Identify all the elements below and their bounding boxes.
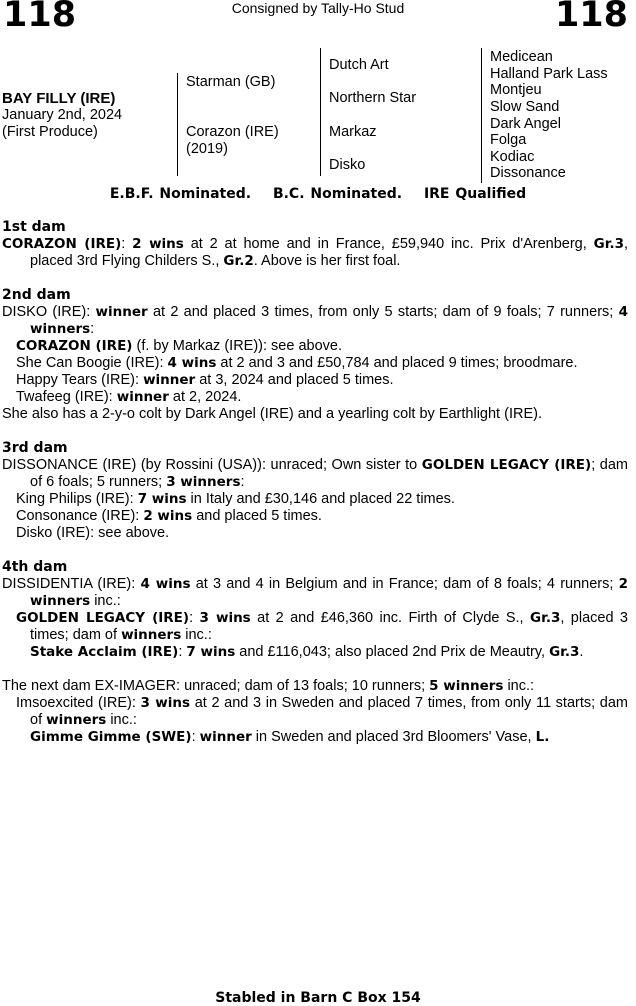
bold-text: 7 wins <box>137 491 187 507</box>
pedigree-bracket-2 <box>320 48 321 176</box>
pedigree-ggp-5: Dark Angel <box>490 116 561 132</box>
bold-text: winners <box>121 627 182 643</box>
dam-section <box>2 678 628 746</box>
text-run: in Italy and £30,146 and placed 22 times. <box>186 491 455 507</box>
text-run: Twafeeg (IRE): <box>16 389 117 405</box>
text-run: inc.: <box>503 678 535 694</box>
text-run: King Philips (IRE): <box>16 491 138 507</box>
pedigree-paragraph <box>2 576 628 610</box>
bold-text: 5 winners <box>429 678 504 694</box>
pedigree-paragraph <box>2 236 628 270</box>
horse-info <box>2 90 122 141</box>
bold-text: Gr.2 <box>223 253 254 269</box>
pedigree-ggp-8: Dissonance <box>490 165 566 181</box>
text-run: and £116,043; also placed 2nd Prix de Meautry, <box>235 644 550 660</box>
consignor: Consigned by Tally-Ho Stud <box>231 0 405 16</box>
text-run: inc.: <box>90 593 121 609</box>
pedigree-paragraph <box>2 508 628 525</box>
bold-text: CORAZON (IRE) <box>16 338 133 354</box>
text-run: DISSONANCE (IRE) (by Rossini (USA)): unraced; Own sister to <box>2 457 422 473</box>
bold-text: 2 wins <box>143 508 193 524</box>
bold-text: Gimme Gimme (SWE) <box>30 729 192 745</box>
bold-text: L. <box>535 729 550 745</box>
pedigree-paragraph <box>2 525 628 542</box>
bold-text: 3 wins <box>199 610 251 626</box>
pedigree-paragraph <box>2 372 628 389</box>
text-run: : <box>90 321 95 337</box>
pedigree-dam-year: (2019) <box>186 141 228 157</box>
pedigree-paragraph <box>2 644 628 661</box>
pedigree-bracket-3 <box>481 48 482 183</box>
bold-text: winners <box>46 712 107 728</box>
pedigree-paragraph <box>2 304 628 338</box>
lot-number-left: 118 <box>3 0 77 35</box>
bold-text: 4 wins <box>140 576 191 592</box>
section-heading: 3rd dam <box>2 440 68 456</box>
bold-text: GOLDEN LEGACY (IRE) <box>421 457 592 473</box>
pedigree-paragraph <box>2 678 628 695</box>
text-run: at 2 and 3 and £50,784 and placed 9 times; broodmare. <box>216 355 578 371</box>
text-run: at 3, 2024 and placed 5 times. <box>195 372 394 388</box>
text-run: , placed 3 times; dam of <box>30 610 628 643</box>
pedigree-paragraph <box>2 355 628 372</box>
dam-section <box>2 559 628 661</box>
bold-text: Stake Acclaim (IRE) <box>30 644 179 660</box>
bold-text: GOLDEN LEGACY (IRE) <box>16 610 190 626</box>
badge-ebf: E.B.F. Nominated. <box>109 186 252 202</box>
section-heading: 1st dam <box>2 219 66 235</box>
text-run: , placed 3rd Flying Childers S., <box>30 236 628 269</box>
pedigree-ggp-6: Folga <box>490 132 527 148</box>
pedigree-gp-3: Markaz <box>329 124 377 140</box>
pedigree-ggp-1: Medicean <box>490 49 553 65</box>
pedigree-paragraph <box>2 338 628 355</box>
text-run: ; dam of 6 foals; 5 runners; <box>30 457 628 490</box>
text-run: at 2 and £46,360 inc. Firth of Clyde S., <box>250 610 530 626</box>
pedigree-paragraph <box>2 729 628 746</box>
pedigree-sire: Starman (GB) <box>186 74 276 90</box>
text-run: inc.: <box>181 627 212 643</box>
bold-text: winner <box>199 729 252 745</box>
bold-text: Gr.3 <box>593 236 624 252</box>
pedigree-paragraph <box>2 610 628 644</box>
text-run: at 2 at home and in France, £59,940 inc. Prix d'Arenberg, <box>183 236 594 252</box>
bold-text: Gr.3 <box>530 610 561 626</box>
dam-section <box>2 287 628 423</box>
dam-section <box>2 219 628 270</box>
foaling-date: January 2nd, 2024 <box>2 107 123 123</box>
bold-text: winner <box>116 389 169 405</box>
text-run: at 2, 2024. <box>168 389 242 405</box>
bold-text: 4 wins <box>167 355 217 371</box>
pedigree-paragraph <box>2 406 628 423</box>
bold-text: Gr.3 <box>549 644 580 660</box>
badge-bc: B.C. Nominated. <box>272 186 403 202</box>
produce-note: (First Produce) <box>2 124 98 140</box>
nomination-badges <box>0 186 636 203</box>
pedigree-bracket-1 <box>177 73 178 176</box>
section-heading: 2nd dam <box>2 287 71 303</box>
text-run: : <box>178 644 187 660</box>
text-run: DISSIDENTIA (IRE): <box>2 576 141 592</box>
pedigree-gp-4: Disko <box>329 157 366 173</box>
bold-text: CORAZON (IRE) <box>2 236 122 252</box>
pedigree-paragraph <box>2 491 628 508</box>
text-run: She also has a 2-y-o colt by Dark Angel (IRE) and a yearling colt by Earthlight (IRE). <box>2 406 542 422</box>
text-run: at 2 and placed 3 times, from only 5 starts; dam of 9 foals; 7 runners; <box>147 304 619 320</box>
text-run: . Above is her first foal. <box>253 253 401 269</box>
bold-text: winner <box>95 304 148 320</box>
text-run: Disko (IRE): see above. <box>16 525 170 541</box>
lot-number-right: 118 <box>554 0 628 35</box>
pedigree-ggp-2: Halland Park Lass <box>490 66 608 82</box>
stabling-footer: Stabled in Barn C Box 154 <box>215 990 421 1006</box>
text-run: at 3 and 4 in Belgium and in France; dam of 8 foals; 4 runners; <box>190 576 619 592</box>
text-run: and placed 5 times. <box>192 508 322 524</box>
badge-ire: IRE Qualified <box>423 186 527 202</box>
bold-text: 4 winners <box>30 304 628 337</box>
text-run: DISKO (IRE): <box>2 304 96 320</box>
bold-text: 2 winners <box>30 576 628 609</box>
pedigree-dam: Corazon (IRE) <box>186 124 279 140</box>
pedigree-paragraph <box>2 389 628 406</box>
text-run: The next dam EX-IMAGER: unraced; dam of 13 foals; 10 runners; <box>2 678 430 694</box>
text-run: Imsoexcited (IRE): <box>16 695 141 711</box>
text-run: in Sweden and placed 3rd Bloomers' Vase, <box>251 729 536 745</box>
text-run: : <box>189 610 200 626</box>
pedigree-gp-2: Northern Star <box>329 90 417 106</box>
pedigree-ggp-3: Montjeu <box>490 82 542 98</box>
bold-text: 3 winners <box>166 474 241 490</box>
bold-text: 3 wins <box>140 695 191 711</box>
text-run: She Can Boogie (IRE): <box>16 355 168 371</box>
text-run: at 2 and 3 in Sweden and placed 7 times, from only 11 starts; dam of <box>30 695 629 728</box>
dam-section <box>2 440 628 542</box>
section-heading: 4th dam <box>2 559 68 575</box>
text-run: inc.: <box>106 712 137 728</box>
pedigree-ggp-7: Kodiac <box>490 149 535 165</box>
text-run: (f. by Markaz (IRE)): see above. <box>132 338 342 354</box>
text-run: : <box>121 236 133 252</box>
bold-text: 2 wins <box>132 236 184 252</box>
pedigree-paragraph <box>2 695 628 729</box>
text-run: : <box>240 474 245 490</box>
text-run: : <box>191 729 200 745</box>
bold-text: 7 wins <box>186 644 236 660</box>
pedigree-gp-1: Dutch Art <box>329 57 389 73</box>
text-run: Consonance (IRE): <box>16 508 144 524</box>
text-run: . <box>579 644 584 660</box>
horse-name: BAY FILLY (IRE) <box>2 90 116 107</box>
catalogue-body <box>2 219 628 763</box>
pedigree-ggp-4: Slow Sand <box>490 99 560 115</box>
text-run: Happy Tears (IRE): <box>16 372 144 388</box>
bold-text: winner <box>143 372 196 388</box>
pedigree-paragraph <box>2 457 628 491</box>
